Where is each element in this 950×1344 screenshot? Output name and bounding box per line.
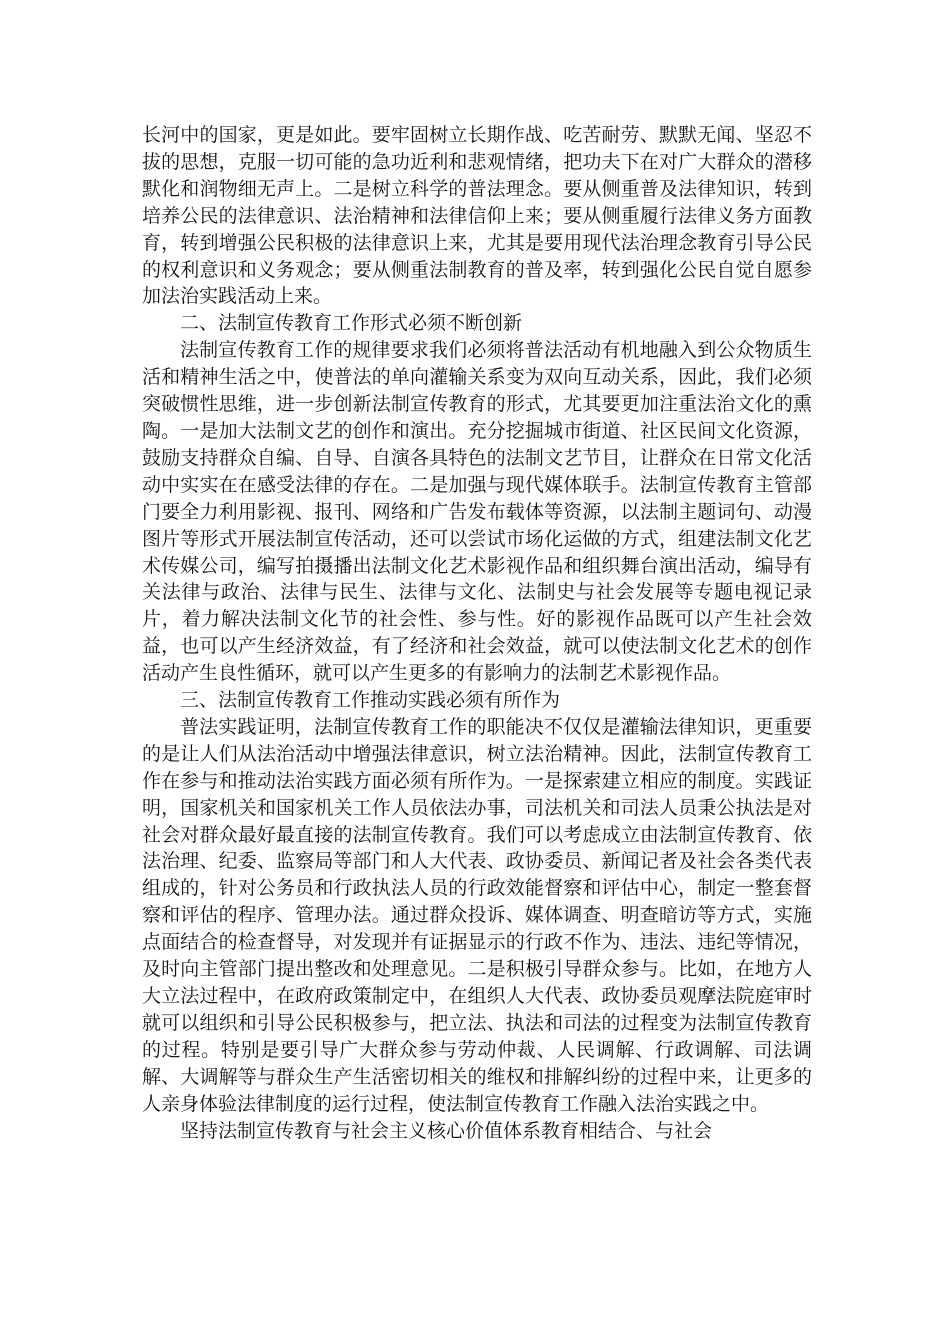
paragraph-section-2: 法制宣传教育工作的规律要求我们必须将普法活动有机地融入到公众物质生活和精神生活之中，使普法的单向灌输关系变为双向互动关系，因此，我们必须突破惯性思维，进一步创新法制宣传教育的形式，尤其要更加注重法治文化的熏陶。一是加大法制文艺的创作和演出。充分挖掘城市街道、社区民间文化资源，鼓励支持群众自编、自导、自演各具特色的法制文艺节目，让群众在日常文化活动中实实在在感受法律的存在。二是加强与现代媒体联手。法制宣传教育主管部门要全力利用影视、报刊、网络和广告发布载体等资源，以法制主题词句、动漫图片等形式开展法制宣传活动，还可以尝试市场化运做的方式，组建法制文化艺术传媒公司，编写拍摄播出法制文化艺术影视作品和组织舞台演出活动，编导有关法律与政治、法律与民生、法律与文化、法制史与社会发展等专题电视记录片，着力解决法制文化节的社会性、参与性。好的影视作品既可以产生社会效益，也可以产生经济效益，有了经济和社会效益，就可以使法制文化艺术的创作活动产生良性循环，就可以产生更多的有影响力的法制艺术影视作品。 [142, 339, 812, 685]
paragraph-section-3: 普法实践证明，法制宣传教育工作的职能决不仅仅是灌输法律知识，更重要的是让人们从法治活动中增强法律意识，树立法治精神。因此，法制宣传教育工作在参与和推动法治实践方面必须有所作为。一是探索建立相应的制度。实践证明，国家机关和国家机关工作人员依法办事，司法机关和司法人员秉公执法是对社会对群众最好最直接的法制宣传教育。我们可以考虑成立由法制宣传教育、依法治理、纪委、监察局等部门和人大代表、政协委员、新闻记者及社会各类代表组成的，针对公务员和行政执法人员的行政效能督察和评估中心，制定一整套督察和评估的程序、管理办法。通过群众投诉、媒体调查、明查暗访等方式，实施点面结合的检查督导，对发现并有证据显示的行政不作为、违法、违纪等情况，及时向主管部门提出整改和处理意见。二是积极引导群众参与。比如，在地方人大立法过程中，在政府政策制定中，在组织人大代表、政协委员观摩法院庭审时就可以组织和引导公民积极参与，把立法、执法和司法的过程变为法制宣传教育的过程。特别是要引导广大群众参与劳动仲裁、人民调解、行政调解、司法调解、大调解等与群众生产生活密切相关的维权和排解纠纷的过程中来，让更多的人亲身体验法律制度的运行过程，使法制宣传教育工作融入法治实践之中。 [142, 715, 812, 1115]
paragraph-continuation: 长河中的国家，更是如此。要牢固树立长期作战、吃苦耐劳、默默无闻、坚忍不拔的思想，克服一切可能的急功近利和悲观情绪，把功夫下在对广大群众的潜移默化和润物细无声上。二是树立科学的普法理念。要从侧重普及法律知识，转到培养公民的法律意识、法治精神和法律信仰上来；要从侧重履行法律义务方面教育，转到增强公民积极的法律意识上来，尤其是要用现代法治理念教育引导公民的权利意识和义务观念；要从侧重法制教育的普及率，转到强化公民自觉自愿参加法治实践活动上来。 [142, 124, 812, 308]
paragraph-final-partial: 坚持法制宣传教育与社会主义核心价值体系教育相结合、与社会 [180, 1119, 713, 1142]
section-heading-2: 二、法制宣传教育工作形式必须不断创新 [180, 312, 523, 335]
document-body [142, 122, 812, 1144]
section-heading-3: 三、法制宣传教育工作推动实践必须有所作为 [180, 689, 561, 712]
